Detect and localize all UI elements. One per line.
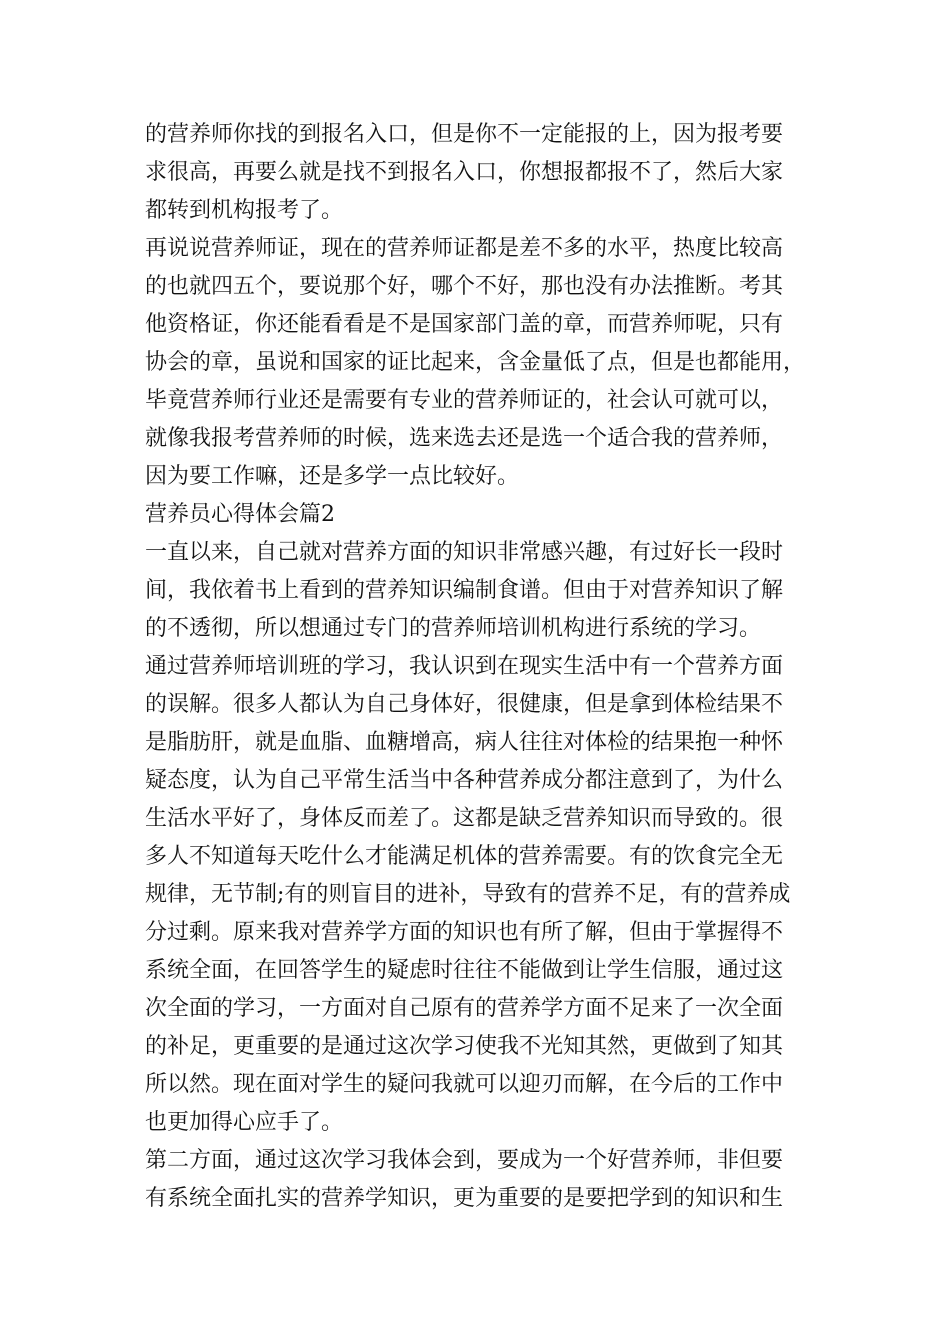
text-line: 生活水平好了，身体反而差了。这都是缺乏营养知识而导致的。很 xyxy=(145,806,784,831)
text-line: 就像我报考营养师的时候，选来选去还是选一个适合我的营养师， xyxy=(145,426,784,451)
text-line: 因为要工作嘛，还是多学一点比较好。 xyxy=(145,464,520,489)
text-line: 的也就四五个，要说那个好，哪个不好，那也没有办法推断。考其 xyxy=(145,274,784,299)
text-line: 多人不知道每天吃什么才能满足机体的营养需要。有的饮食完全无 xyxy=(145,844,784,869)
text-line: 他资格证，你还能看看是不是国家部门盖的章，而营养师呢，只有 xyxy=(145,312,784,337)
text-line: 协会的章，虽说和国家的证比起来，含金量低了点，但是也都能用， xyxy=(145,350,806,375)
section-heading: 营养员心得体会篇2 xyxy=(145,502,335,527)
text-line: 的补足，更重要的是通过这次学习使我不光知其然，更做到了知其 xyxy=(145,1034,784,1059)
text-line: 系统全面，在回答学生的疑虑时往往不能做到让学生信服，通过这 xyxy=(145,958,784,983)
text-line: 所以然。现在面对学生的疑问我就可以迎刃而解，在今后的工作中 xyxy=(145,1072,784,1097)
text-line: 也更加得心应手了。 xyxy=(145,1110,344,1135)
text-line: 规律，无节制;有的则盲目的进补，导致有的营养不足，有的营养成 xyxy=(145,882,791,907)
text-line: 的误解。很多人都认为自己身体好，很健康，但是拿到体检结果不 xyxy=(145,692,784,717)
text-line: 第二方面，通过这次学习我体会到，要成为一个好营养师，非但要 xyxy=(145,1148,784,1173)
text-line: 有系统全面扎实的营养学知识，更为重要的是要把学到的知识和生 xyxy=(145,1186,784,1211)
text-line: 毕竟营养师行业还是需要有专业的营养师证的，社会认可就可以， xyxy=(145,388,784,413)
text-line: 的不透彻，所以想通过专门的营养师培训机构进行系统的学习。 xyxy=(145,616,762,641)
text-line: 再说说营养师证，现在的营养师证都是差不多的水平，热度比较高 xyxy=(145,236,784,261)
text-line: 间，我依着书上看到的营养知识编制食谱。但由于对营养知识了解 xyxy=(145,578,784,603)
document-body xyxy=(145,116,835,1218)
text-line: 都转到机构报考了。 xyxy=(145,198,344,223)
text-line: 分过剩。原来我对营养学方面的知识也有所了解，但由于掌握得不 xyxy=(145,920,784,945)
text-line: 通过营养师培训班的学习，我认识到在现实生活中有一个营养方面 xyxy=(145,654,784,679)
text-line: 是脂肪肝，就是血脂、血糖增高，病人往往对体检的结果抱一种怀 xyxy=(145,730,784,755)
text-line: 的营养师你找的到报名入口，但是你不一定能报的上，因为报考要 xyxy=(145,122,784,147)
text-line: 一直以来，自己就对营养方面的知识非常感兴趣，有过好长一段时 xyxy=(145,540,784,565)
text-line: 次全面的学习，一方面对自己原有的营养学方面不足来了一次全面 xyxy=(145,996,784,1021)
text-line: 求很高，再要么就是找不到报名入口，你想报都报不了，然后大家 xyxy=(145,160,784,185)
text-line: 疑态度，认为自己平常生活当中各种营养成分都注意到了，为什么 xyxy=(145,768,784,793)
